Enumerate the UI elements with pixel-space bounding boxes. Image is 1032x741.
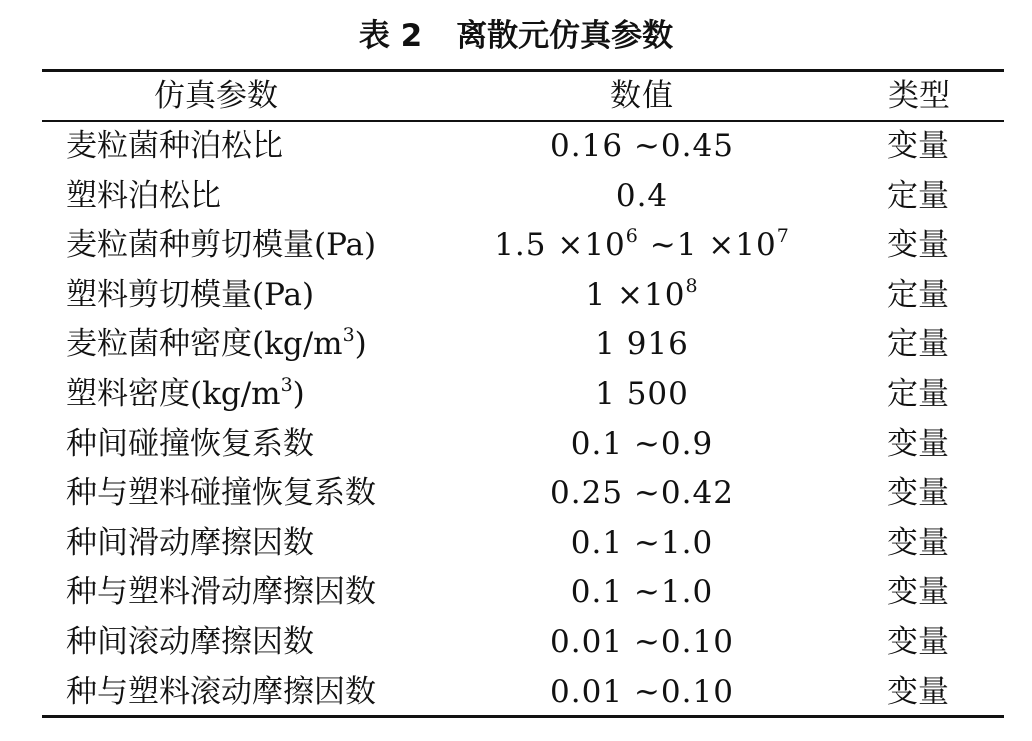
param-cell: 种与塑料滑动摩擦因数 bbox=[66, 574, 376, 611]
param-text: ) bbox=[292, 375, 305, 412]
param-cell bbox=[66, 320, 367, 370]
value-cell: 0.1 ~1.0 bbox=[570, 574, 714, 611]
value-cell: 0.16 ~0.45 bbox=[550, 128, 734, 164]
value-cell: 0.1 ~1.0 bbox=[570, 524, 714, 561]
param-cell bbox=[66, 370, 305, 420]
param-cell: 种与塑料碰撞恢复系数 bbox=[66, 475, 376, 512]
value-cell: 0.01 ~0.10 bbox=[550, 623, 734, 660]
type-cell: 变量 bbox=[887, 574, 949, 611]
param-cell: 麦粒菌种泊松比 bbox=[66, 128, 283, 164]
value-cell: 1 500 bbox=[595, 375, 689, 412]
type-cell: 变量 bbox=[887, 128, 949, 164]
value-cell bbox=[472, 221, 812, 271]
unit-exponent: 3 bbox=[280, 373, 293, 396]
table-row bbox=[42, 469, 1004, 519]
type-cell: 变量 bbox=[887, 227, 949, 264]
param-cell: 塑料剪切模量(Pa) bbox=[66, 276, 315, 313]
table-body bbox=[42, 122, 1004, 717]
table-title: 离散元仿真参数 bbox=[456, 18, 674, 54]
value-mantissa: 1.5 ×10 bbox=[494, 227, 626, 264]
param-text: 塑料密度(kg/m bbox=[66, 375, 281, 412]
type-cell: 定量 bbox=[887, 177, 949, 214]
table-row bbox=[42, 519, 1004, 569]
param-cell: 麦粒菌种剪切模量(Pa) bbox=[66, 227, 377, 264]
value-exponent: 8 bbox=[685, 274, 699, 297]
value-cell: 0.25 ~0.42 bbox=[550, 475, 734, 512]
value-cell: 0.01 ~0.10 bbox=[550, 673, 734, 710]
header-parameter: 仿真参数 bbox=[154, 78, 278, 114]
param-text: ) bbox=[354, 326, 367, 363]
value-cell bbox=[472, 271, 812, 321]
type-cell: 变量 bbox=[887, 425, 949, 462]
value-cell: 0.1 ~0.9 bbox=[570, 425, 714, 462]
table-row bbox=[42, 568, 1004, 618]
table-row bbox=[42, 618, 1004, 668]
value-mantissa: ~1 ×10 bbox=[638, 227, 777, 264]
type-cell: 变量 bbox=[887, 475, 949, 512]
table-row bbox=[42, 370, 1004, 420]
type-cell: 变量 bbox=[887, 623, 949, 660]
value-cell: 1 916 bbox=[595, 326, 689, 363]
table-row bbox=[42, 271, 1004, 321]
type-cell: 定量 bbox=[887, 276, 949, 313]
table-row bbox=[42, 221, 1004, 271]
table-caption bbox=[0, 14, 1032, 58]
type-cell: 变量 bbox=[887, 524, 949, 561]
table-header-row bbox=[42, 72, 1004, 120]
type-cell: 变量 bbox=[887, 673, 949, 710]
table-row bbox=[42, 668, 1004, 718]
table-row bbox=[42, 320, 1004, 370]
param-cell: 种间碰撞恢复系数 bbox=[66, 425, 314, 462]
table-row bbox=[42, 122, 1004, 172]
table-number: 表 2 bbox=[358, 18, 423, 54]
value-mantissa: 1 ×10 bbox=[585, 276, 686, 313]
header-value: 数值 bbox=[610, 78, 674, 114]
unit-exponent: 3 bbox=[342, 324, 355, 347]
value-cell: 0.4 bbox=[615, 177, 669, 214]
param-cell: 种间滑动摩擦因数 bbox=[66, 524, 314, 561]
header-type: 类型 bbox=[888, 78, 950, 114]
param-cell: 种间滚动摩擦因数 bbox=[66, 623, 314, 660]
table-row bbox=[42, 172, 1004, 222]
value-exponent: 7 bbox=[776, 225, 790, 248]
type-cell: 定量 bbox=[887, 326, 949, 363]
value-exponent: 6 bbox=[625, 225, 639, 248]
type-cell: 定量 bbox=[887, 375, 949, 412]
param-cell: 塑料泊松比 bbox=[66, 177, 221, 214]
param-cell: 种与塑料滚动摩擦因数 bbox=[66, 673, 376, 710]
table-row bbox=[42, 420, 1004, 470]
param-text: 麦粒菌种密度(kg/m bbox=[66, 326, 343, 363]
